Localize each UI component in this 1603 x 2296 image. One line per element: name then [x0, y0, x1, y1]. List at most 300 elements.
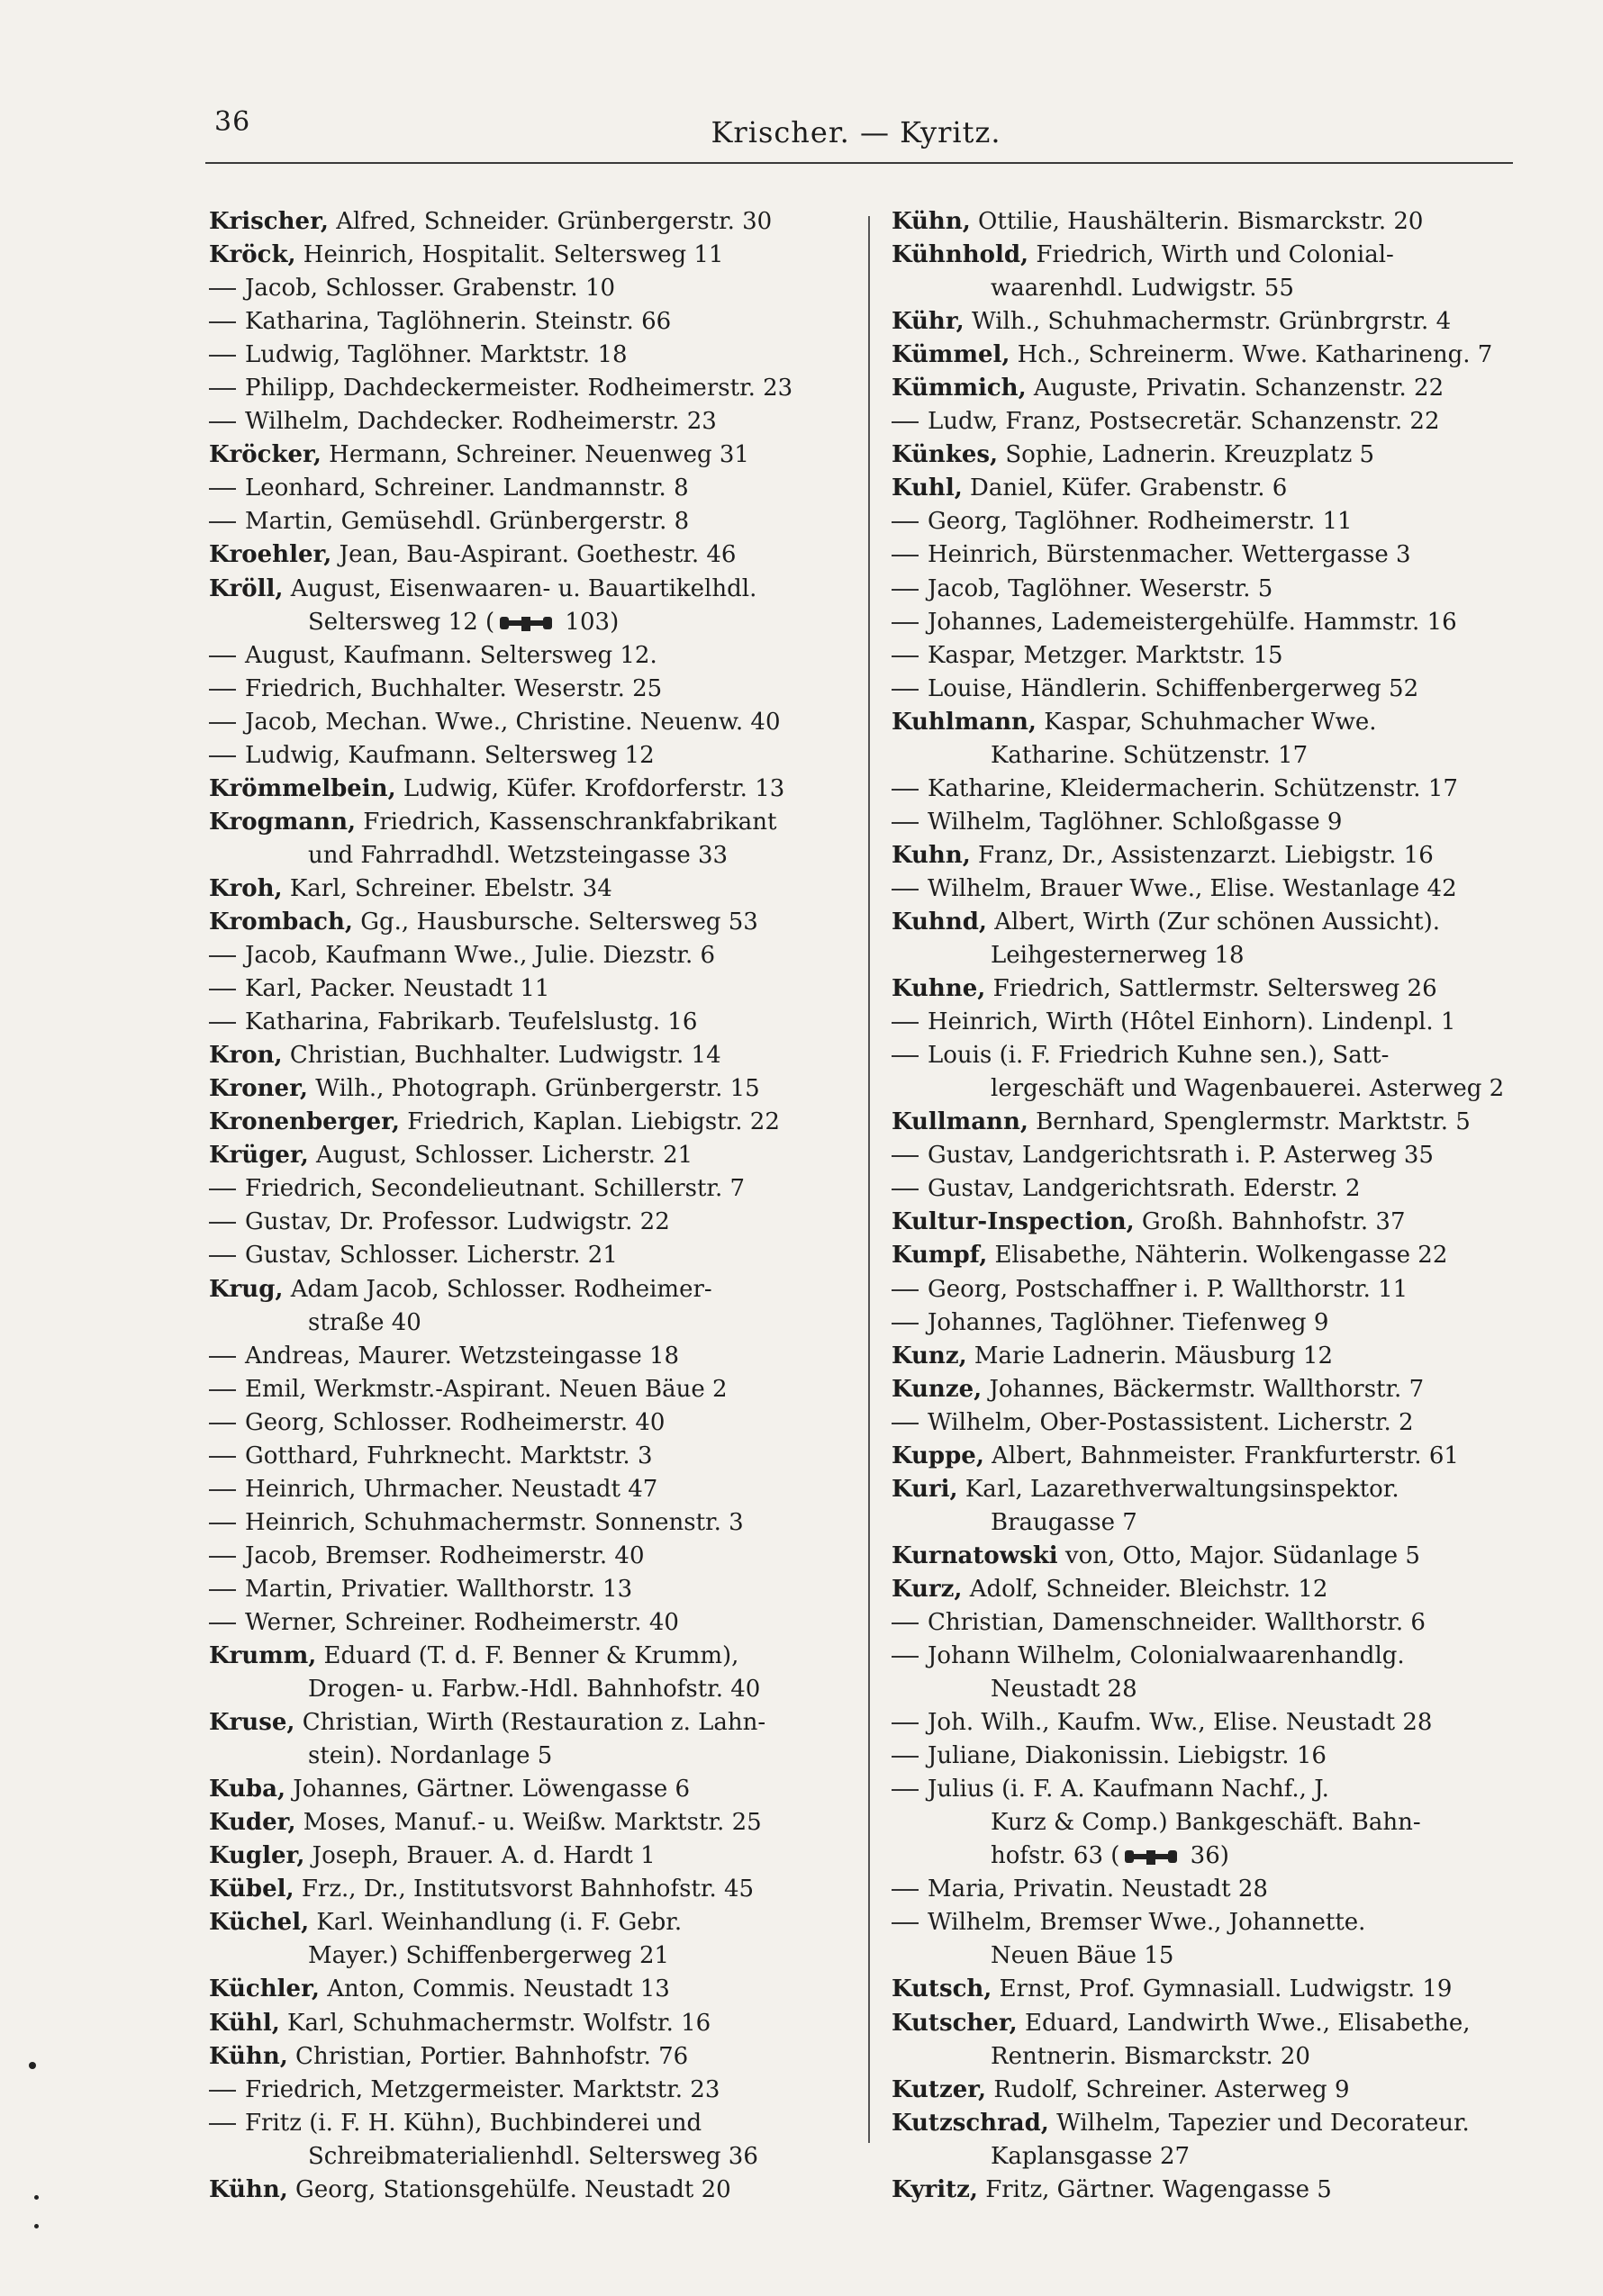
directory-entry: [892, 1740, 1513, 1773]
directory-entry: [892, 1106, 1513, 1139]
surname: Krogmann,: [209, 808, 357, 836]
entry-text: Georg, Taglöhner. Rodheimerstr. 11: [928, 508, 1353, 536]
telephone-icon: [498, 613, 554, 633]
margin-dot: [34, 2224, 39, 2228]
directory-entry: [209, 739, 839, 773]
entry-text: Louis (i. F. Friedrich Kuhne sen.), Satt-: [928, 1042, 1390, 1070]
column-divider: [868, 216, 870, 2143]
surname: Kühn,: [209, 2175, 288, 2203]
directory-entry: [209, 1606, 839, 1640]
entry-text: Johannes, Gärtner. Löwengasse 6: [285, 1776, 691, 1803]
right-column: [892, 205, 1513, 2207]
directory-entry: [209, 339, 839, 372]
entry-text: Ludwig, Taglöhner. Marktstr. 18: [245, 341, 628, 369]
ditto-dash: [892, 655, 919, 657]
entry-text: Maria, Privatin. Neustadt 28: [928, 1876, 1268, 1903]
surname: Kümmich,: [892, 375, 1027, 402]
directory-entry: [209, 1072, 839, 1106]
directory-entry: [209, 1206, 839, 1239]
ditto-dash: [892, 1756, 919, 1758]
directory-entry: [892, 1573, 1513, 1606]
entry-text: Heinrich, Schuhmachermstr. Sonnenstr. 3: [245, 1508, 744, 1536]
directory-entry: [209, 2140, 839, 2174]
entry-text: Franz, Dr., Assistenzarzt. Liebigstr. 16: [970, 841, 1434, 869]
ditto-dash: [892, 689, 919, 691]
entry-text: Gustav, Dr. Professor. Ludwigstr. 22: [245, 1208, 670, 1236]
entry-text: Rudolf, Schreiner. Asterweg 9: [986, 2075, 1350, 2103]
directory-entry: [892, 272, 1513, 305]
ditto-dash: [209, 1589, 236, 1591]
margin-dot: [29, 2062, 36, 2069]
entry-text: Leonhard, Schreiner. Landmannstr. 8: [245, 475, 689, 502]
surname: Kuhne,: [892, 975, 986, 1003]
directory-entry: [209, 505, 839, 538]
surname: Krumm,: [209, 1642, 317, 1670]
entry-text: Karl, Schreiner. Ebelstr. 34: [282, 874, 612, 902]
entry-text: Braugasse 7: [991, 1508, 1137, 1536]
directory-entry: [209, 1806, 839, 1840]
entry-text: Johannes, Taglöhner. Tiefenweg 9: [928, 1308, 1329, 1336]
directory-entry: [209, 1239, 839, 1272]
entry-text: Karl. Weinhandlung (i. F. Gebr.: [309, 1909, 683, 1937]
entry-text: Karl, Schuhmachermstr. Wolfstr. 16: [279, 2009, 711, 2037]
surname: Kuri,: [892, 1475, 958, 1503]
ditto-dash: [892, 1922, 919, 1924]
phone-number: 36): [1182, 1842, 1229, 1870]
directory-entry: [892, 872, 1513, 906]
entry-text: Ludwig, Küfer. Krofdorferstr. 13: [395, 774, 785, 802]
surname: Kroehler,: [209, 541, 332, 569]
surname: Kugler,: [209, 1842, 305, 1870]
entry-text: Seltersweg 12 (: [308, 608, 495, 636]
entry-text: Juliane, Diakonissin. Liebigstr. 16: [928, 1742, 1327, 1770]
entry-text: Ernst, Prof. Gymnasiall. Ludwigstr. 19: [992, 1975, 1453, 2003]
entry-text: Kaspar, Schuhmacher Wwe.: [1036, 708, 1377, 736]
entry-text: Schreibmaterialienhdl. Seltersweg 36: [308, 2142, 758, 2170]
ditto-dash: [209, 1489, 236, 1491]
directory-entry: [209, 1440, 839, 1473]
entry-text: Jacob, Schlosser. Grabenstr. 10: [245, 275, 616, 303]
directory-entry: [892, 2040, 1513, 2074]
directory-entry: [892, 1973, 1513, 2006]
surname: Kruse,: [209, 1709, 295, 1737]
directory-entry: [209, 1573, 839, 1606]
entry-text: Bernhard, Spenglermstr. Marktstr. 5: [1028, 1108, 1471, 1136]
directory-entry: [892, 1806, 1513, 1840]
surname: Küchler,: [209, 1975, 320, 2003]
directory-entry: [209, 573, 839, 606]
ditto-dash: [892, 1722, 919, 1724]
directory-entry: [892, 1406, 1513, 1440]
directory-entry: [209, 305, 839, 339]
directory-entry: [209, 972, 839, 1006]
directory-entry: [892, 305, 1513, 339]
directory-entry: [892, 1340, 1513, 1373]
ditto-dash: [892, 1656, 919, 1658]
entry-text: Joseph, Brauer. A. d. Hardt 1: [304, 1842, 656, 1870]
directory-entry: [209, 673, 839, 706]
surname: Kuhlmann,: [892, 708, 1037, 736]
entry-text: Friedrich, Sattlermstr. Seltersweg 26: [985, 975, 1437, 1003]
directory-entry: [892, 1906, 1513, 1939]
directory-entry: [892, 205, 1513, 239]
entry-text: Gotthard, Fuhrknecht. Marktstr. 3: [245, 1442, 653, 1469]
directory-entry: [892, 639, 1513, 673]
directory-entry: [892, 2074, 1513, 2107]
directory-entry: [892, 1673, 1513, 1706]
telephone-icon: [1123, 1847, 1179, 1867]
ditto-dash: [209, 655, 236, 657]
ditto-dash: [892, 622, 919, 624]
directory-entry: [209, 1540, 839, 1573]
surname: Krömmelbein,: [209, 774, 396, 802]
entry-text: Daniel, Küfer. Grabenstr. 6: [962, 475, 1288, 502]
entry-text: Hch., Schreinerm. Wwe. Katharineng. 7: [1010, 341, 1493, 369]
directory-entry: [892, 1773, 1513, 1806]
directory-entry: [209, 806, 839, 839]
surname: Kühn,: [892, 208, 971, 235]
entry-text: Marie Ladnerin. Mäusburg 12: [966, 1342, 1334, 1369]
ditto-dash: [209, 355, 236, 357]
entry-text: Großh. Bahnhofstr. 37: [1134, 1208, 1406, 1236]
directory-entry: [209, 1273, 839, 1306]
ditto-dash: [209, 1356, 236, 1358]
directory-entry: [892, 1206, 1513, 1239]
surname: Kröll,: [209, 574, 284, 602]
directory-entry: [209, 606, 839, 639]
directory-entry: [892, 1840, 1513, 1873]
entry-text: Christian, Buchhalter. Ludwigstr. 14: [282, 1042, 721, 1070]
directory-entry: [209, 1306, 839, 1340]
directory-entry: [892, 1873, 1513, 1906]
entry-text: Friedrich, Secondelieutnant. Schillerstr. 7: [245, 1175, 746, 1203]
directory-entry: [892, 839, 1513, 872]
entry-text: Gustav, Landgerichtsrath. Ederstr. 2: [928, 1175, 1361, 1203]
directory-entry: [209, 472, 839, 505]
directory-entry: [892, 1172, 1513, 1206]
directory-entry: [209, 1172, 839, 1206]
surname: Kutzer,: [892, 2075, 987, 2103]
entry-text: August, Eisenwaaren- u. Bauartikelhdl.: [283, 574, 757, 602]
entry-text: Jacob, Bremser. Rodheimerstr. 40: [245, 1541, 645, 1569]
entry-text: Gustav, Landgerichtsrath i. P. Asterweg 35: [928, 1142, 1434, 1170]
surname: Kuhnd,: [892, 908, 987, 936]
surname: Krüger,: [209, 1142, 309, 1170]
ditto-dash: [892, 1889, 919, 1891]
directory-entry: [209, 1939, 839, 1973]
entry-text: Fritz, Gärtner. Wagengasse 5: [977, 2175, 1332, 2203]
directory-entry: [209, 839, 839, 872]
ditto-dash: [209, 1189, 236, 1190]
directory-entry: [209, 906, 839, 939]
entry-text: Johann Wilhelm, Colonialwaarenhandlg.: [928, 1642, 1405, 1670]
entry-text: Heinrich, Hospitalit. Seltersweg 11: [295, 241, 724, 269]
directory-entry: [209, 1406, 839, 1440]
ditto-dash: [209, 1556, 236, 1558]
entry-text: Jacob, Mechan. Wwe., Christine. Neuenw. 40: [245, 708, 781, 736]
entry-text: Georg, Postschaffner i. P. Wallthorstr. 11: [928, 1275, 1408, 1303]
ditto-dash: [892, 555, 919, 556]
ditto-dash: [209, 421, 236, 423]
entry-text: Katharina, Taglöhnerin. Steinstr. 66: [245, 308, 672, 336]
directory-entry: [892, 505, 1513, 538]
entry-text: Auguste, Privatin. Schanzenstr. 22: [1026, 375, 1445, 402]
entry-text: Katharine, Kleidermacherin. Schützenstr. 17: [928, 774, 1458, 802]
directory-entry: [892, 939, 1513, 972]
surname: Kullmann,: [892, 1108, 1028, 1136]
directory-entry: [209, 1340, 839, 1373]
surname: Kuhl,: [892, 475, 963, 502]
directory-entry: [209, 438, 839, 472]
directory-entry: [892, 2007, 1513, 2040]
entry-text: Kaspar, Metzger. Marktstr. 15: [928, 641, 1283, 669]
directory-entry: [209, 2074, 839, 2107]
entry-text: Eduard, Landwirth Wwe., Elisabethe,: [1017, 2009, 1471, 2037]
surname: Kuppe,: [892, 1442, 984, 1469]
directory-entry: [209, 2174, 839, 2207]
entry-text: August, Kaufmann. Seltersweg 12.: [245, 641, 657, 669]
entry-text: Emil, Werkmstr.-Aspirant. Neuen Bäue 2: [245, 1375, 728, 1403]
ditto-dash: [209, 2123, 236, 2125]
entry-text: Christian, Portier. Bahnhofstr. 76: [287, 2042, 689, 2070]
entry-text: Philipp, Dachdeckermeister. Rodheimerstr. 23: [245, 375, 793, 402]
directory-entry: [892, 606, 1513, 639]
directory-entry: [209, 205, 839, 239]
directory-entry: [209, 405, 839, 438]
ditto-dash: [209, 2090, 236, 2092]
directory-entry: [209, 538, 839, 572]
directory-entry: [892, 1273, 1513, 1306]
directory-entry: [209, 639, 839, 673]
entry-text: Friedrich, Metzgermeister. Marktstr. 23: [245, 2075, 720, 2103]
entry-text: Friedrich, Buchhalter. Weserstr. 25: [245, 674, 663, 702]
surname: Kutzschrad,: [892, 2109, 1049, 2137]
directory-entry: [892, 739, 1513, 773]
surname: Kühl,: [209, 2009, 280, 2037]
ditto-dash: [209, 388, 236, 390]
entry-text: Hermann, Schreiner. Neuenweg 31: [321, 441, 749, 469]
entry-text: Friedrich, Kassenschrankfabrikant: [356, 808, 777, 836]
ditto-dash: [209, 288, 236, 290]
entry-text: Louise, Händlerin. Schiffenbergerweg 52: [928, 674, 1419, 702]
ditto-dash: [209, 1523, 236, 1524]
entry-text: Heinrich, Uhrmacher. Neustadt 47: [245, 1475, 658, 1503]
ditto-dash: [892, 1323, 919, 1324]
entry-text: Georg, Stationsgehülfe. Neustadt 20: [287, 2175, 731, 2203]
directory-entry: [892, 706, 1513, 739]
ditto-dash: [209, 955, 236, 957]
directory-entry: [892, 573, 1513, 606]
ditto-dash: [209, 521, 236, 523]
surname: Kron,: [209, 1042, 283, 1070]
directory-entry: [892, 1440, 1513, 1473]
directory-entry: [209, 1139, 839, 1172]
entry-text: Ludwig, Kaufmann. Seltersweg 12: [245, 741, 655, 769]
entry-text: stein). Nordanlage 5: [308, 1742, 553, 1770]
surname: Kühn,: [209, 2042, 288, 2070]
directory-entry: [209, 1706, 839, 1740]
directory-entry: [892, 372, 1513, 405]
entry-text: Jacob, Taglöhner. Weserstr. 5: [928, 574, 1273, 602]
ditto-dash: [892, 521, 919, 523]
directory-entry: [892, 1072, 1513, 1106]
surname: Kühnhold,: [892, 241, 1029, 269]
entry-text: Johannes, Bäckermstr. Wallthorstr. 7: [982, 1375, 1425, 1403]
directory-entry: [892, 1606, 1513, 1640]
entry-text: Andreas, Maurer. Wetzsteingasse 18: [245, 1342, 680, 1369]
entry-text: Anton, Commis. Neustadt 13: [319, 1975, 670, 2003]
directory-entry: [892, 538, 1513, 572]
entry-text: Frz., Dr., Institutsvorst Bahnhofstr. 45: [294, 1876, 755, 1903]
entry-text: Katharina, Fabrikarb. Teufelslustg. 16: [245, 1008, 698, 1036]
surname: Kuhn,: [892, 841, 971, 869]
entry-text: Gustav, Schlosser. Licherstr. 21: [245, 1242, 618, 1270]
ditto-dash: [892, 822, 919, 824]
directory-entry: [892, 1139, 1513, 1172]
directory-entry: [892, 806, 1513, 839]
entry-text: Jacob, Kaufmann Wwe., Julie. Diezstr. 6: [245, 942, 716, 970]
ditto-dash: [892, 789, 919, 791]
directory-entry: [892, 339, 1513, 372]
directory-entry: [209, 1840, 839, 1873]
ditto-dash: [209, 1423, 236, 1424]
entry-text: und Fahrradhdl. Wetzsteingasse 33: [308, 841, 729, 869]
ditto-dash: [892, 1789, 919, 1791]
entry-text: Christian, Wirth (Restauration z. Lahn-: [294, 1709, 766, 1737]
surname: Kumpf,: [892, 1242, 988, 1270]
directory-entry: [892, 1239, 1513, 1272]
ditto-dash: [209, 1222, 236, 1224]
entry-text: Adam Jacob, Schlosser. Rodheimer-: [283, 1275, 712, 1303]
directory-entry: [892, 1640, 1513, 1673]
surname: Kuder,: [209, 1809, 296, 1837]
surname: Kurnatowski: [892, 1541, 1058, 1569]
directory-entry: [892, 2140, 1513, 2174]
entry-text: Eduard (T. d. F. Benner & Krumm),: [316, 1642, 739, 1670]
directory-entry: [209, 1673, 839, 1706]
directory-entry: [209, 1873, 839, 1906]
entry-text: Leihgesternerweg 18: [991, 942, 1245, 970]
entry-text: Moses, Manuf.- u. Weißw. Marktstr. 25: [295, 1809, 762, 1837]
directory-entry: [209, 939, 839, 972]
directory-entry: [209, 1506, 839, 1540]
directory-entry: [209, 2107, 839, 2140]
entry-text: von, Otto, Major. Südanlage 5: [1057, 1541, 1420, 1569]
entry-text: Georg, Schlosser. Rodheimerstr. 40: [245, 1408, 666, 1436]
entry-text: Wilhelm, Dachdecker. Rodheimerstr. 23: [245, 408, 717, 436]
entry-text: August, Schlosser. Licherstr. 21: [308, 1142, 693, 1170]
directory-entry: [892, 1506, 1513, 1540]
entry-text: Ottilie, Haushälterin. Bismarckstr. 20: [970, 208, 1424, 235]
entry-text: Albert, Wirth (Zur schönen Aussicht).: [986, 908, 1441, 936]
running-head: Krischer. — Kyritz.: [711, 115, 1001, 149]
ditto-dash: [209, 722, 236, 724]
entry-text: Christian, Damenschneider. Wallthorstr. 6: [928, 1608, 1426, 1636]
directory-entry: [209, 1106, 839, 1139]
entry-text: Albert, Bahnmeister. Frankfurterstr. 61: [983, 1442, 1459, 1469]
surname: Krug,: [209, 1275, 284, 1303]
directory-entry: [892, 1306, 1513, 1340]
surname: Kultur-Inspection,: [892, 1208, 1135, 1236]
directory-entry: [892, 673, 1513, 706]
entry-text: Fritz (i. F. H. Kühn), Buchbinderei und: [245, 2109, 702, 2137]
ditto-dash: [209, 1623, 236, 1624]
ditto-dash: [892, 1022, 919, 1024]
ditto-dash: [892, 1055, 919, 1057]
surname: Kurz,: [892, 1575, 963, 1603]
surname: Kronenberger,: [209, 1108, 400, 1136]
entry-text: waarenhdl. Ludwigstr. 55: [991, 275, 1294, 303]
entry-text: straße 40: [308, 1308, 421, 1336]
directory-entry: [209, 2007, 839, 2040]
ditto-dash: [892, 1623, 919, 1624]
directory-entry: [892, 972, 1513, 1006]
entry-text: Katharine. Schützenstr. 17: [991, 741, 1309, 769]
directory-entry: [209, 1006, 839, 1039]
page-header: [196, 101, 1516, 155]
directory-entry: [209, 773, 839, 806]
entry-text: Neustadt 28: [991, 1676, 1137, 1704]
directory-entry: [892, 1039, 1513, 1072]
directory-entry: [209, 1373, 839, 1406]
directory-entry: [209, 1773, 839, 1806]
directory-entry: [209, 1973, 839, 2006]
directory-entry: [892, 472, 1513, 505]
entry-text: Rentnerin. Bismarckstr. 20: [991, 2042, 1310, 2070]
directory-entry: [892, 773, 1513, 806]
ditto-dash: [209, 1389, 236, 1391]
entry-text: Heinrich, Wirth (Hôtel Einhorn). Lindenpl. 1: [928, 1008, 1456, 1036]
directory-entry: [209, 372, 839, 405]
ditto-dash: [892, 1155, 919, 1157]
ditto-dash: [209, 1255, 236, 1257]
surname: Kroner,: [209, 1075, 308, 1103]
entry-text: Heinrich, Bürstenmacher. Wettergasse 3: [928, 541, 1411, 569]
entry-text: Johannes, Lademeistergehülfe. Hammstr. 16: [928, 608, 1457, 636]
ditto-dash: [209, 989, 236, 990]
surname: Kunze,: [892, 1375, 983, 1403]
entry-text: Werner, Schreiner. Rodheimerstr. 40: [245, 1608, 679, 1636]
entry-text: Adolf, Schneider. Bleichstr. 12: [962, 1575, 1328, 1603]
entry-text: Wilhelm, Ober-Postassistent. Licherstr. 2: [928, 1408, 1414, 1436]
margin-dot: [34, 2195, 39, 2200]
directory-entry: [892, 1540, 1513, 1573]
entry-text: Kaplansgasse 27: [991, 2142, 1191, 2170]
surname: Kübel,: [209, 1876, 294, 1903]
entry-text: Martin, Privatier. Wallthorstr. 13: [245, 1575, 633, 1603]
directory-entry: [209, 1640, 839, 1673]
directory-entry: [892, 1373, 1513, 1406]
entry-text: Friedrich, Kaplan. Liebigstr. 22: [400, 1108, 780, 1136]
entry-text: Mayer.) Schiffenbergerweg 21: [308, 1942, 670, 1970]
surname: Kröcker,: [209, 441, 322, 469]
surname: Kutscher,: [892, 2009, 1018, 2037]
surname: Kröck,: [209, 241, 296, 269]
surname: Künkes,: [892, 441, 999, 469]
directory-entry: [209, 272, 839, 305]
directory-entry: [209, 872, 839, 906]
ditto-dash: [209, 755, 236, 757]
entry-text: Martin, Gemüsehdl. Grünbergerstr. 8: [245, 508, 690, 536]
entry-text: Julius (i. F. A. Kaufmann Nachf., J.: [928, 1776, 1329, 1803]
entry-text: Neuen Bäue 15: [991, 1942, 1174, 1970]
entry-text: Wilhelm, Brauer Wwe., Elise. Westanlage 42: [928, 874, 1457, 902]
ditto-dash: [892, 889, 919, 890]
directory-entry: [892, 2107, 1513, 2140]
entry-text: Drogen- u. Farbw.-Hdl. Bahnhofstr. 40: [308, 1676, 761, 1704]
ditto-dash: [892, 421, 919, 423]
page-number: 36: [214, 106, 251, 138]
